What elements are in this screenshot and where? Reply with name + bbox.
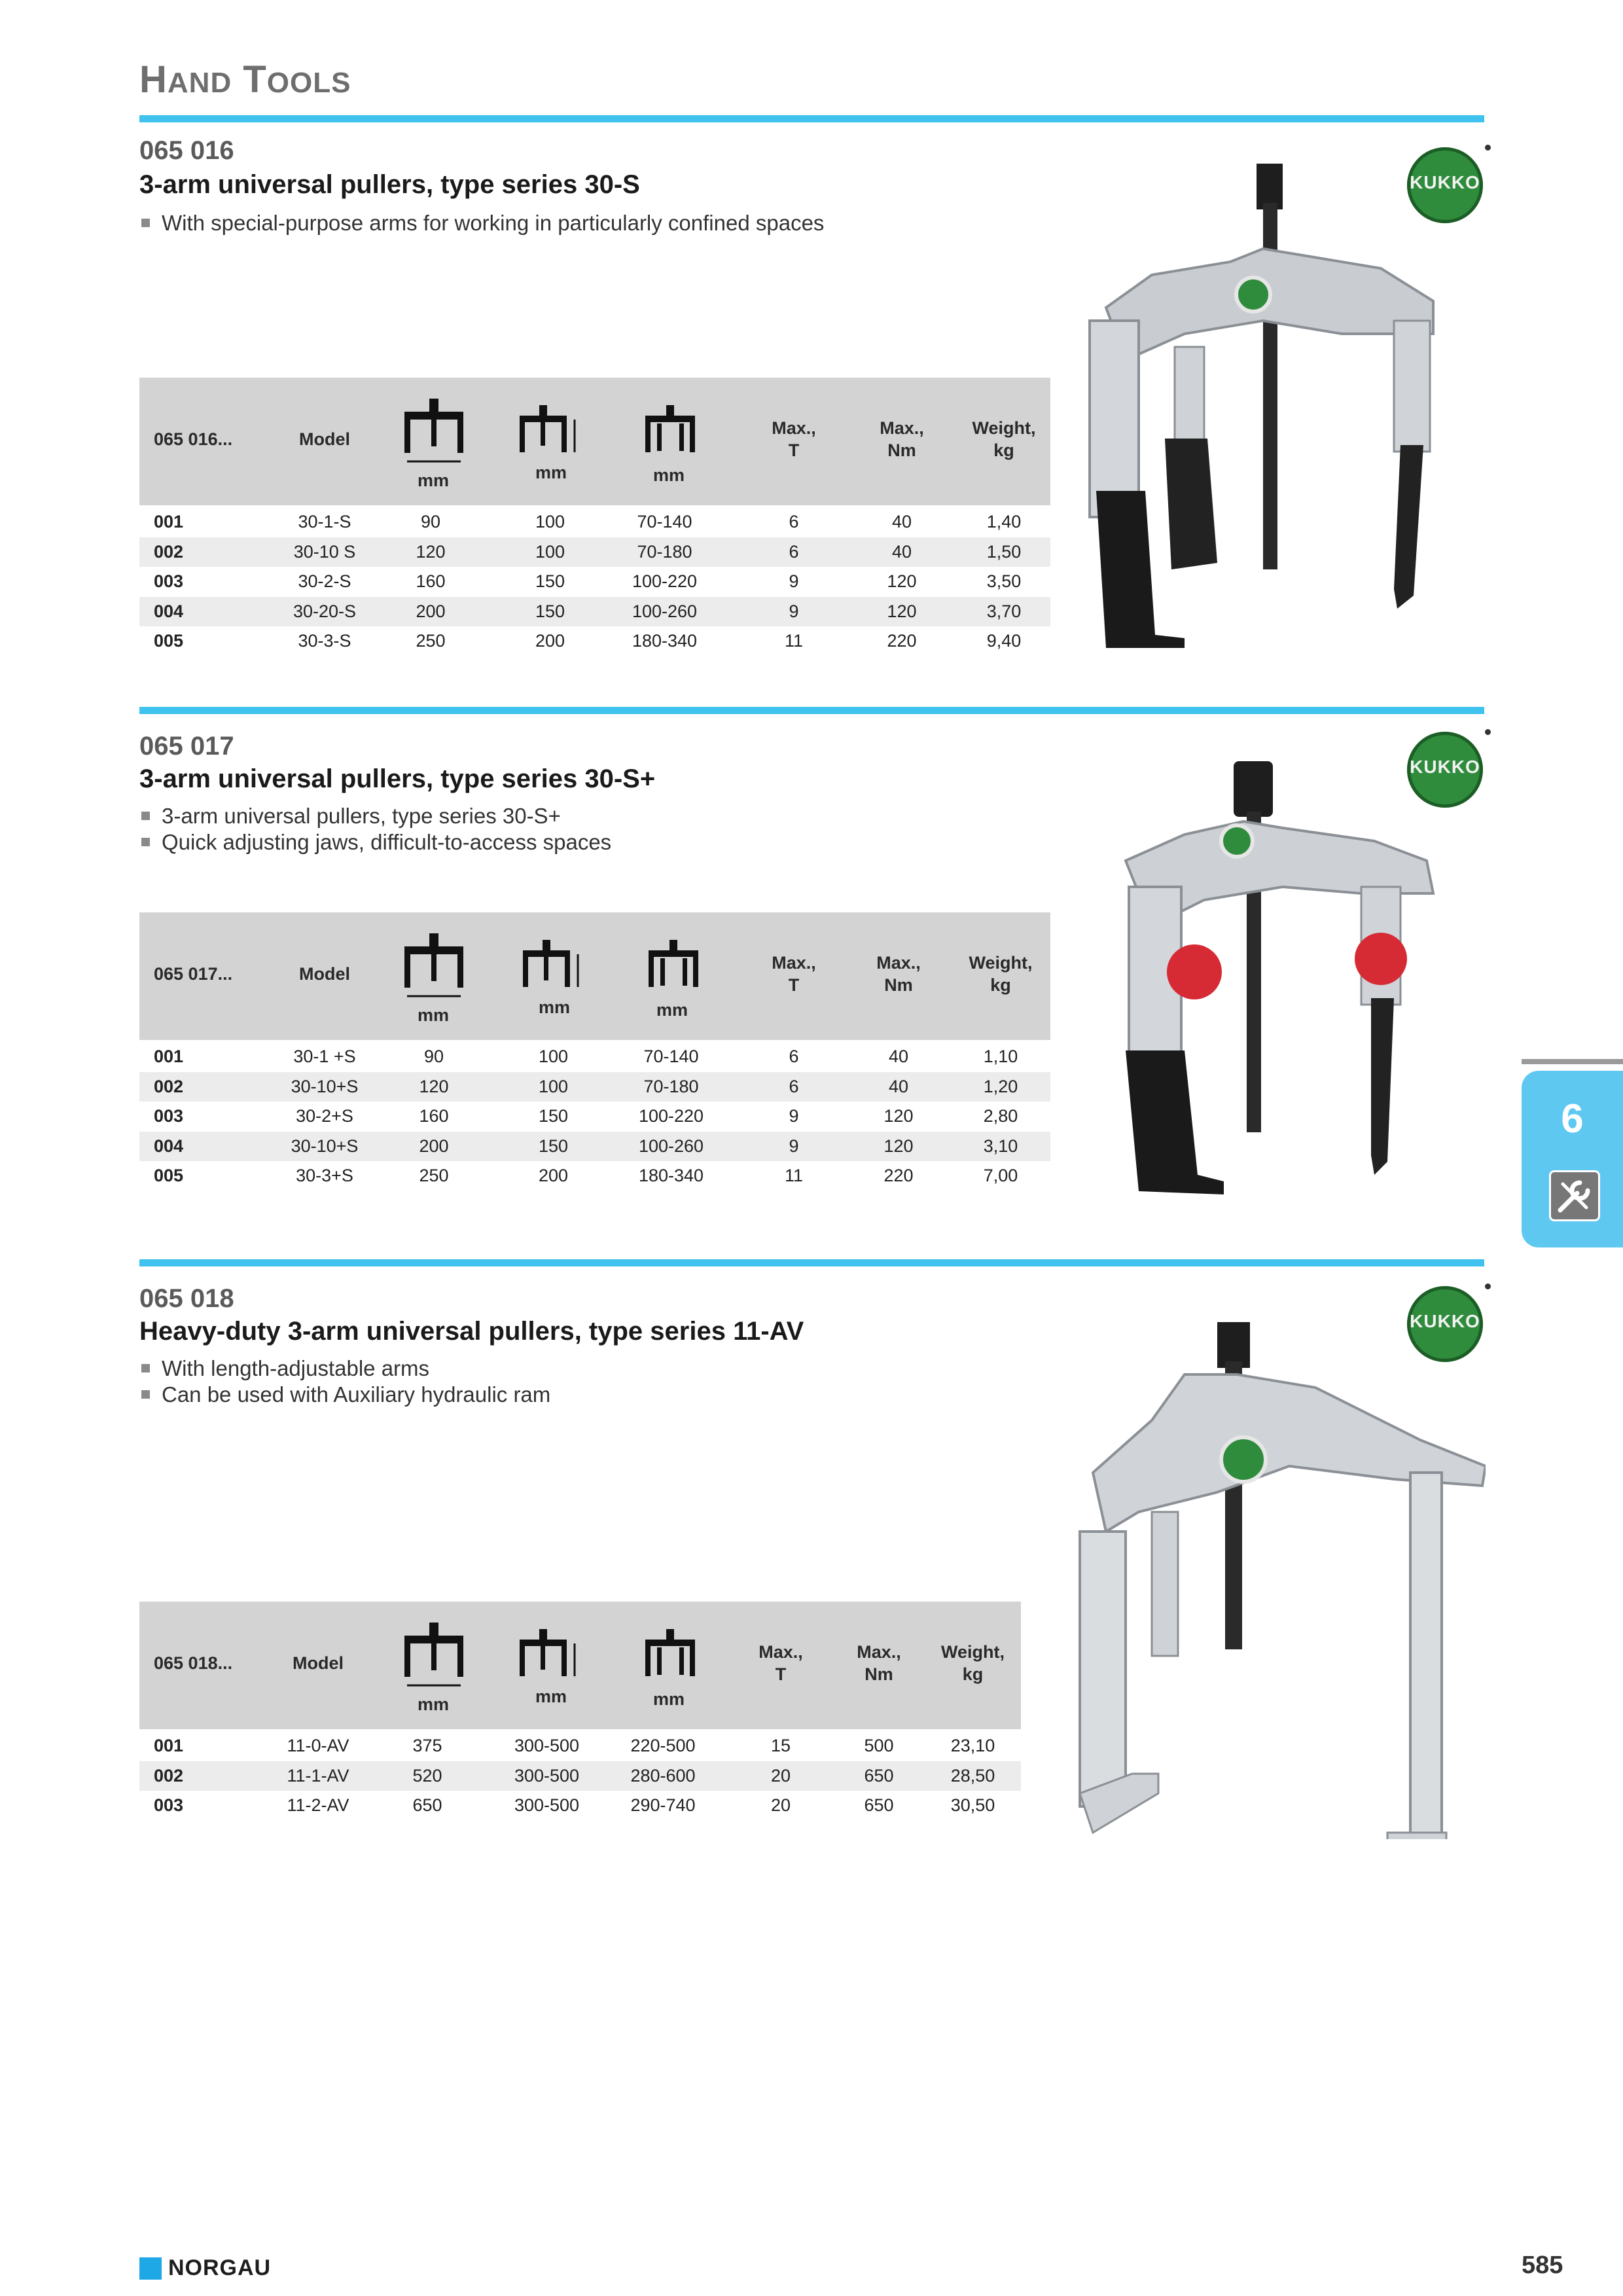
- unit-label: mm: [535, 1687, 567, 1706]
- table-row: [139, 567, 1050, 596]
- cell-span: 120: [416, 541, 446, 562]
- cell-range: 100-220: [638, 1106, 704, 1126]
- unit-label: mm: [653, 1689, 685, 1709]
- cell-part-number: 005: [154, 1166, 184, 1185]
- col-weight: Weight, kg: [941, 1642, 1005, 1684]
- bullet-marker-icon: [141, 219, 150, 227]
- cell-weight: 30,50: [950, 1795, 995, 1815]
- cell-depth: 100: [535, 512, 565, 531]
- bullet-marker-icon: [141, 838, 150, 846]
- table-row: [139, 1072, 1050, 1102]
- cell-part-number: 003: [154, 571, 184, 591]
- cell-weight: 3,50: [986, 571, 1022, 591]
- cell-depth: 100: [538, 1047, 569, 1066]
- cell-max-nm: 40: [891, 541, 912, 562]
- cell-model: 30-10+S: [291, 1076, 359, 1096]
- cell-part-number: 002: [154, 1765, 184, 1785]
- chapter-number: 6: [1561, 1096, 1584, 1141]
- puller-depth-icon: [516, 1628, 581, 1687]
- cell-model: 30-2+S: [296, 1106, 353, 1126]
- cell-range: 70-180: [643, 1076, 699, 1096]
- puller-span-icon: [398, 932, 470, 1004]
- cell-depth: 150: [535, 571, 565, 591]
- bullet-marker-icon: [141, 1390, 150, 1399]
- cell-max-t: 9: [789, 571, 799, 591]
- cell-model: 30-1-S: [298, 512, 351, 531]
- cell-range: 280-600: [630, 1765, 696, 1785]
- cell-max-nm: 120: [887, 601, 917, 621]
- cell-range: 70-140: [643, 1047, 699, 1066]
- col-max-nm: Max., Nm: [880, 418, 924, 460]
- section-divider: [139, 707, 1484, 714]
- brand-logo: NORGAU: [139, 2255, 271, 2281]
- cell-depth: 300-500: [514, 1795, 580, 1815]
- chapter-tab[interactable]: [1522, 1071, 1623, 1247]
- product-code: 065 018: [139, 1284, 234, 1313]
- cell-depth: 200: [538, 1166, 569, 1185]
- table-row: [139, 1791, 1021, 1820]
- puller-depth-icon: [516, 404, 581, 463]
- table-row: [139, 1042, 1050, 1071]
- cell-span: 375: [412, 1736, 442, 1755]
- feature-bullet: With length-adjustable arms: [141, 1356, 429, 1381]
- cell-max-t: 6: [789, 512, 799, 531]
- cell-span: 90: [420, 512, 441, 531]
- cell-range: 100-260: [632, 601, 698, 621]
- table-header: [139, 912, 1050, 1040]
- cell-depth: 150: [538, 1106, 569, 1126]
- product-image-puller-30s: [1067, 164, 1472, 648]
- cell-weight: 23,10: [950, 1736, 995, 1755]
- cell-range: 100-260: [638, 1136, 704, 1156]
- col-max-nm: Max., Nm: [876, 953, 921, 995]
- product-code: 065 016: [139, 136, 234, 165]
- cell-model: 30-20-S: [293, 601, 357, 621]
- cell-model: 11-0-AV: [287, 1736, 349, 1755]
- cell-weight: 1,40: [986, 512, 1022, 531]
- unit-label: mm: [656, 1000, 688, 1020]
- unit-label: mm: [418, 1695, 450, 1714]
- kukko-logo: KUKKO: [1407, 732, 1483, 808]
- table-row: [139, 1102, 1050, 1131]
- cell-part-number: 002: [154, 541, 184, 562]
- table-row: [139, 507, 1050, 537]
- puller-span-icon: [398, 1621, 470, 1693]
- cell-part-number: 004: [154, 1136, 184, 1156]
- unit-label: mm: [535, 463, 567, 482]
- cell-span: 650: [412, 1795, 442, 1815]
- cell-model: 30-10 S: [293, 541, 356, 562]
- cell-depth: 200: [535, 631, 565, 651]
- col-max-t: Max., T: [772, 953, 816, 995]
- cell-max-t: 6: [789, 1076, 799, 1096]
- section-divider: [139, 1259, 1484, 1266]
- cell-span: 250: [419, 1166, 449, 1185]
- cell-range: 100-220: [632, 571, 698, 591]
- cell-max-nm: 120: [887, 571, 917, 591]
- cell-max-t: 11: [784, 1166, 804, 1185]
- cell-max-nm: 40: [888, 1076, 909, 1096]
- cell-range: 70-140: [637, 512, 692, 531]
- unit-label: mm: [418, 471, 450, 490]
- feature-bullet: Can be used with Auxiliary hydraulic ram: [141, 1382, 550, 1407]
- cell-model: 30-1 +S: [293, 1047, 356, 1066]
- col-model: Model: [299, 964, 350, 984]
- product-title: Heavy-duty 3-arm universal pullers, type series 11-AV: [139, 1317, 804, 1346]
- cell-model: 30-3-S: [298, 631, 351, 651]
- product-image-puller-30s-plus: [1113, 756, 1453, 1214]
- cell-model: 11-2-AV: [287, 1795, 349, 1815]
- table-header: [139, 1602, 1021, 1729]
- col-weight: Weight, kg: [969, 953, 1033, 995]
- bullet-marker-icon: [141, 1364, 150, 1372]
- page-title: HAND TOOLS: [139, 58, 351, 101]
- kukko-logo: KUKKO: [1407, 147, 1483, 223]
- cell-max-t: 9: [789, 1106, 799, 1126]
- cell-span: 160: [416, 571, 446, 591]
- cell-weight: 1,10: [983, 1047, 1018, 1066]
- col-model: Model: [293, 1653, 344, 1673]
- cell-part-number: 001: [154, 1047, 184, 1066]
- cell-part-number: 004: [154, 601, 184, 621]
- cell-span: 120: [419, 1076, 449, 1096]
- cell-depth: 150: [538, 1136, 569, 1156]
- cell-depth: 300-500: [514, 1765, 580, 1785]
- page-number: 585: [1522, 2251, 1563, 2279]
- kukko-logo: KUKKO: [1407, 1286, 1483, 1362]
- cell-weight: 9,40: [986, 631, 1022, 651]
- cell-depth: 100: [535, 541, 565, 562]
- table-row: [139, 1132, 1050, 1161]
- cell-span: 200: [419, 1136, 449, 1156]
- product-code: 065 017: [139, 732, 234, 761]
- unit-label: mm: [418, 1005, 450, 1025]
- cell-max-nm: 40: [888, 1047, 909, 1066]
- cell-max-t: 9: [789, 1136, 799, 1156]
- cell-max-t: 20: [770, 1795, 791, 1815]
- cell-max-t: 9: [789, 601, 799, 621]
- cell-max-t: 15: [770, 1736, 791, 1755]
- cell-span: 200: [416, 601, 446, 621]
- cell-max-t: 6: [789, 1047, 799, 1066]
- cell-part-number: 003: [154, 1795, 184, 1815]
- table-row: [139, 597, 1050, 626]
- col-code: 065 016...: [154, 429, 233, 449]
- bullet-marker-icon: [141, 812, 150, 820]
- unit-label: mm: [539, 997, 571, 1017]
- cell-weight: 1,20: [983, 1076, 1018, 1096]
- cell-max-nm: 120: [883, 1136, 914, 1156]
- cell-span: 160: [419, 1106, 449, 1126]
- cell-range: 70-180: [637, 541, 692, 562]
- side-tab-divider: [1522, 1059, 1623, 1064]
- cell-range: 290-740: [630, 1795, 696, 1815]
- cell-part-number: 001: [154, 1736, 184, 1755]
- product-title: 3-arm universal pullers, type series 30-S: [139, 170, 640, 199]
- table-row: [139, 626, 1050, 656]
- cell-span: 250: [416, 631, 446, 651]
- cell-depth: 300-500: [514, 1736, 580, 1755]
- cell-weight: 28,50: [950, 1765, 995, 1785]
- cell-weight: 7,00: [983, 1166, 1018, 1185]
- cell-weight: 3,10: [983, 1136, 1018, 1156]
- table-row: [139, 1731, 1021, 1761]
- cell-max-nm: 120: [883, 1106, 914, 1126]
- col-max-t: Max., T: [758, 1642, 803, 1684]
- table-row: [139, 1161, 1050, 1191]
- puller-span-icon: [398, 397, 470, 469]
- cell-depth: 150: [535, 601, 565, 621]
- cell-max-t: 11: [784, 631, 804, 651]
- unit-label: mm: [653, 465, 685, 485]
- cell-model: 30-3+S: [296, 1166, 353, 1185]
- col-code: 065 018...: [154, 1653, 233, 1673]
- cell-max-nm: 500: [864, 1736, 894, 1755]
- cell-max-t: 20: [770, 1765, 791, 1785]
- cell-weight: 1,50: [986, 541, 1022, 562]
- col-model: Model: [299, 429, 350, 449]
- cell-max-t: 6: [789, 541, 799, 562]
- product-image-puller-11av: [1054, 1316, 1486, 1839]
- table-row: [139, 537, 1050, 567]
- cell-model: 30-10+S: [291, 1136, 359, 1156]
- cell-part-number: 003: [154, 1106, 184, 1126]
- col-max-t: Max., T: [772, 418, 816, 460]
- cell-max-nm: 40: [891, 512, 912, 531]
- feature-bullet: With special-purpose arms for working in particularly confined spaces: [141, 211, 824, 236]
- cell-span: 90: [423, 1047, 444, 1066]
- cell-part-number: 001: [154, 512, 184, 531]
- feature-bullet: 3-arm universal pullers, type series 30-S+: [141, 804, 561, 829]
- wrench-icon: [1549, 1170, 1600, 1221]
- puller-depth-icon: [519, 939, 584, 997]
- col-code: 065 017...: [154, 964, 233, 984]
- cell-model: 11-1-AV: [287, 1765, 349, 1785]
- cell-max-nm: 220: [883, 1166, 914, 1185]
- cell-weight: 3,70: [986, 601, 1022, 621]
- cell-range: 180-340: [632, 631, 698, 651]
- table-row: [139, 1761, 1021, 1791]
- cell-max-nm: 650: [864, 1765, 894, 1785]
- brand-square-icon: [139, 2257, 162, 2280]
- col-max-nm: Max., Nm: [857, 1642, 901, 1684]
- cell-weight: 2,80: [983, 1106, 1018, 1126]
- cell-depth: 100: [538, 1076, 569, 1096]
- cell-range: 180-340: [638, 1166, 704, 1185]
- puller-range-icon: [643, 939, 709, 997]
- cell-span: 520: [412, 1765, 442, 1785]
- cell-part-number: 005: [154, 631, 184, 651]
- section-divider: [139, 115, 1484, 122]
- table-header: [139, 378, 1050, 505]
- cell-max-nm: 220: [887, 631, 917, 651]
- product-title: 3-arm universal pullers, type series 30-S+: [139, 764, 656, 793]
- puller-range-icon: [640, 1628, 705, 1687]
- feature-bullet: Quick adjusting jaws, difficult-to-access spaces: [141, 830, 611, 855]
- cell-max-nm: 650: [864, 1795, 894, 1815]
- col-weight: Weight, kg: [972, 418, 1036, 460]
- cell-model: 30-2-S: [298, 571, 351, 591]
- cell-range: 220-500: [630, 1736, 696, 1755]
- puller-range-icon: [640, 404, 705, 463]
- cell-part-number: 002: [154, 1076, 184, 1096]
